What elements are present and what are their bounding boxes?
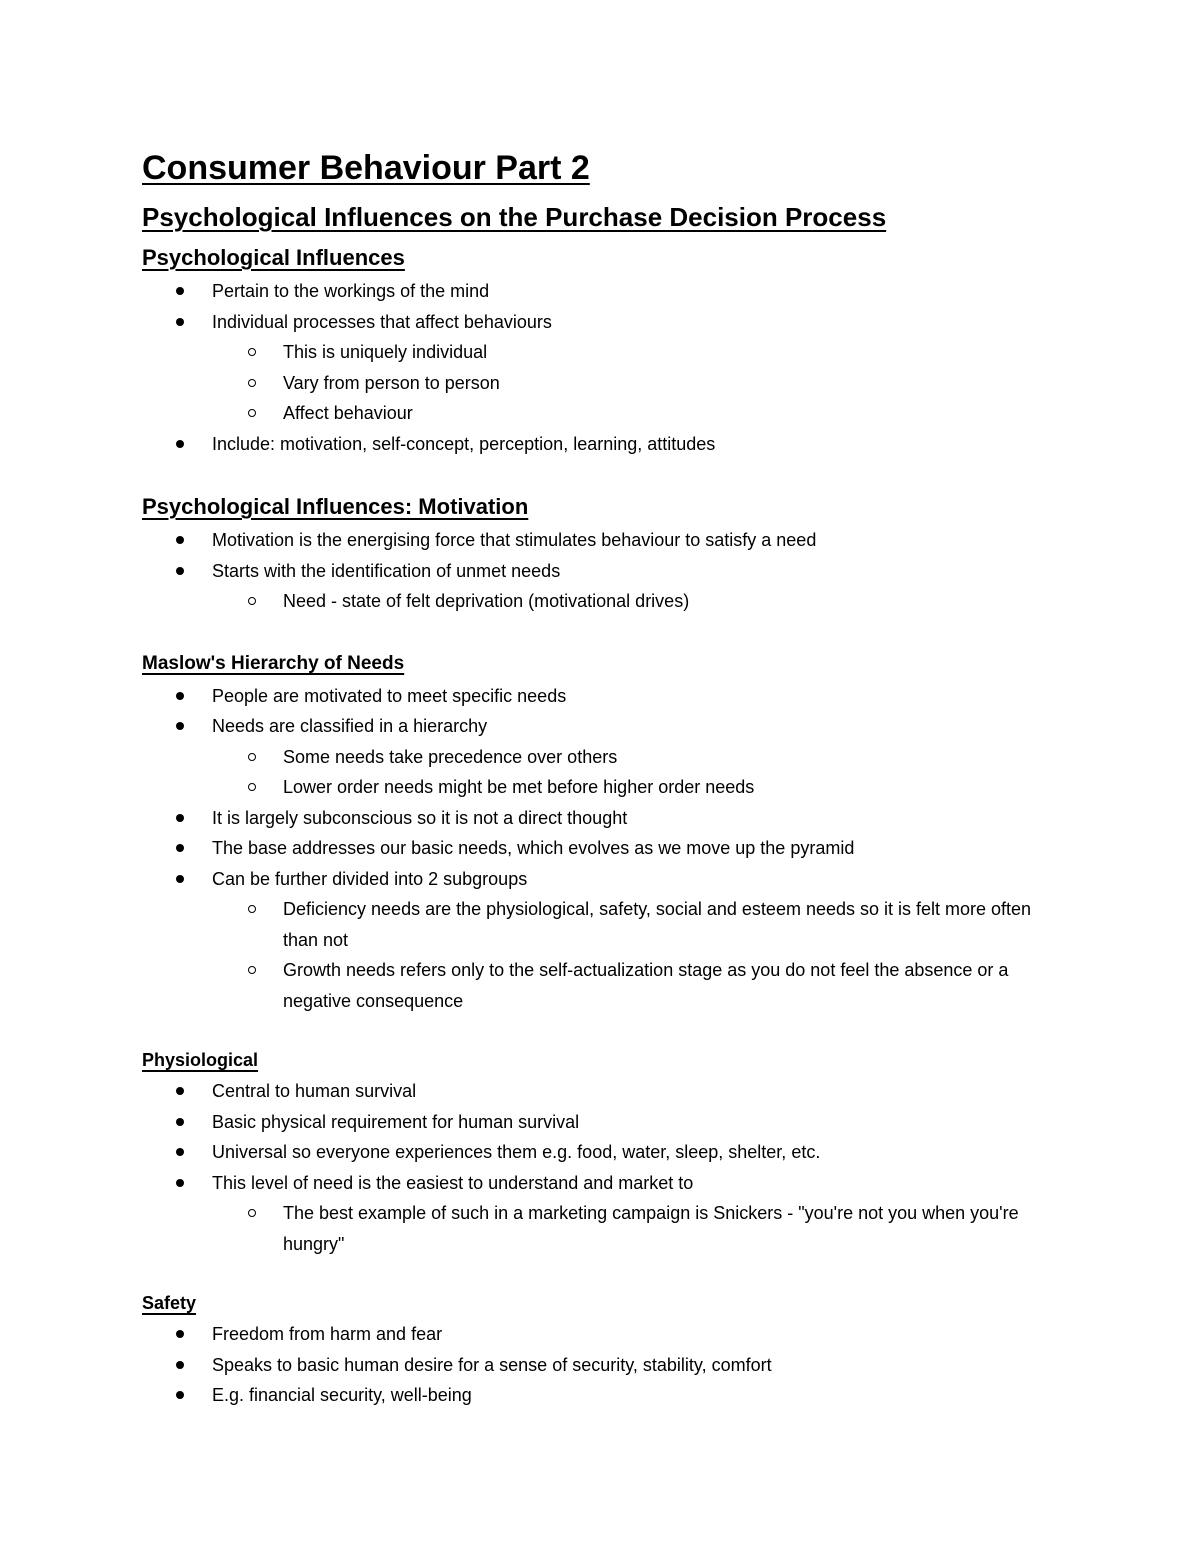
list-item: Freedom from harm and fear: [142, 1319, 1062, 1350]
list-item: Motivation is the energising force that stimulates behaviour to satisfy a need: [142, 525, 1062, 556]
maslow-list: [142, 681, 1062, 1017]
list-item: E.g. financial security, well-being: [142, 1380, 1062, 1411]
motivation-heading: Psychological Influences: Motivation: [142, 494, 529, 519]
sub-list-item: This is uniquely individual: [142, 337, 1062, 368]
sub-list-item: Lower order needs might be met before higher order needs: [142, 772, 1062, 803]
physiological-list: [142, 1076, 1062, 1259]
sub-list-item: Vary from person to person: [142, 368, 1062, 399]
physiological-heading: Physiological: [142, 1050, 259, 1070]
list-item: Starts with the identification of unmet needs: [142, 556, 1062, 587]
list-item: This level of need is the easiest to understand and market to: [142, 1168, 1062, 1199]
list-item: Can be further divided into 2 subgroups: [142, 864, 1062, 895]
list-item: Central to human survival: [142, 1076, 1062, 1107]
motivation-list: [142, 525, 1062, 617]
list-item: The base addresses our basic needs, which evolves as we move up the pyramid: [142, 833, 1062, 864]
list-item: Pertain to the workings of the mind: [142, 276, 1062, 307]
list-item: Speaks to basic human desire for a sense of security, stability, comfort: [142, 1350, 1062, 1381]
psych-list: [142, 276, 1062, 459]
sub-list-item: Growth needs refers only to the self-actualization stage as you do not feel the absence or a negative consequence: [142, 955, 1062, 1016]
sub-list-item: The best example of such in a marketing campaign is Snickers - "you're not you when you're hungry": [142, 1198, 1062, 1259]
safety-list: [142, 1319, 1062, 1411]
list-item: Needs are classified in a hierarchy: [142, 711, 1062, 742]
safety-heading: Safety: [142, 1293, 197, 1313]
list-item: Individual processes that affect behaviours: [142, 307, 1062, 338]
section-heading: Psychological Influences on the Purchase Decision Process: [142, 202, 887, 232]
list-item: Universal so everyone experiences them e.g. food, water, sleep, shelter, etc.: [142, 1137, 1062, 1168]
sub-list-item: Some needs take precedence over others: [142, 742, 1062, 773]
sub-list-item: Need - state of felt deprivation (motivational drives): [142, 586, 1062, 617]
maslow-heading: Maslow's Hierarchy of Needs: [142, 652, 405, 674]
list-item: People are motivated to meet specific needs: [142, 681, 1062, 712]
psych-heading: Psychological Influences: [142, 245, 405, 270]
document-title: Consumer Behaviour Part 2: [142, 149, 590, 187]
document-page: [142, 142, 1062, 1411]
sub-list-item: Deficiency needs are the physiological, safety, social and esteem needs so it is felt more often than not: [142, 894, 1062, 955]
list-item: Include: motivation, self-concept, perception, learning, attitudes: [142, 429, 1062, 460]
list-item: It is largely subconscious so it is not a direct thought: [142, 803, 1062, 834]
list-item: Basic physical requirement for human survival: [142, 1107, 1062, 1138]
sub-list-item: Affect behaviour: [142, 398, 1062, 429]
